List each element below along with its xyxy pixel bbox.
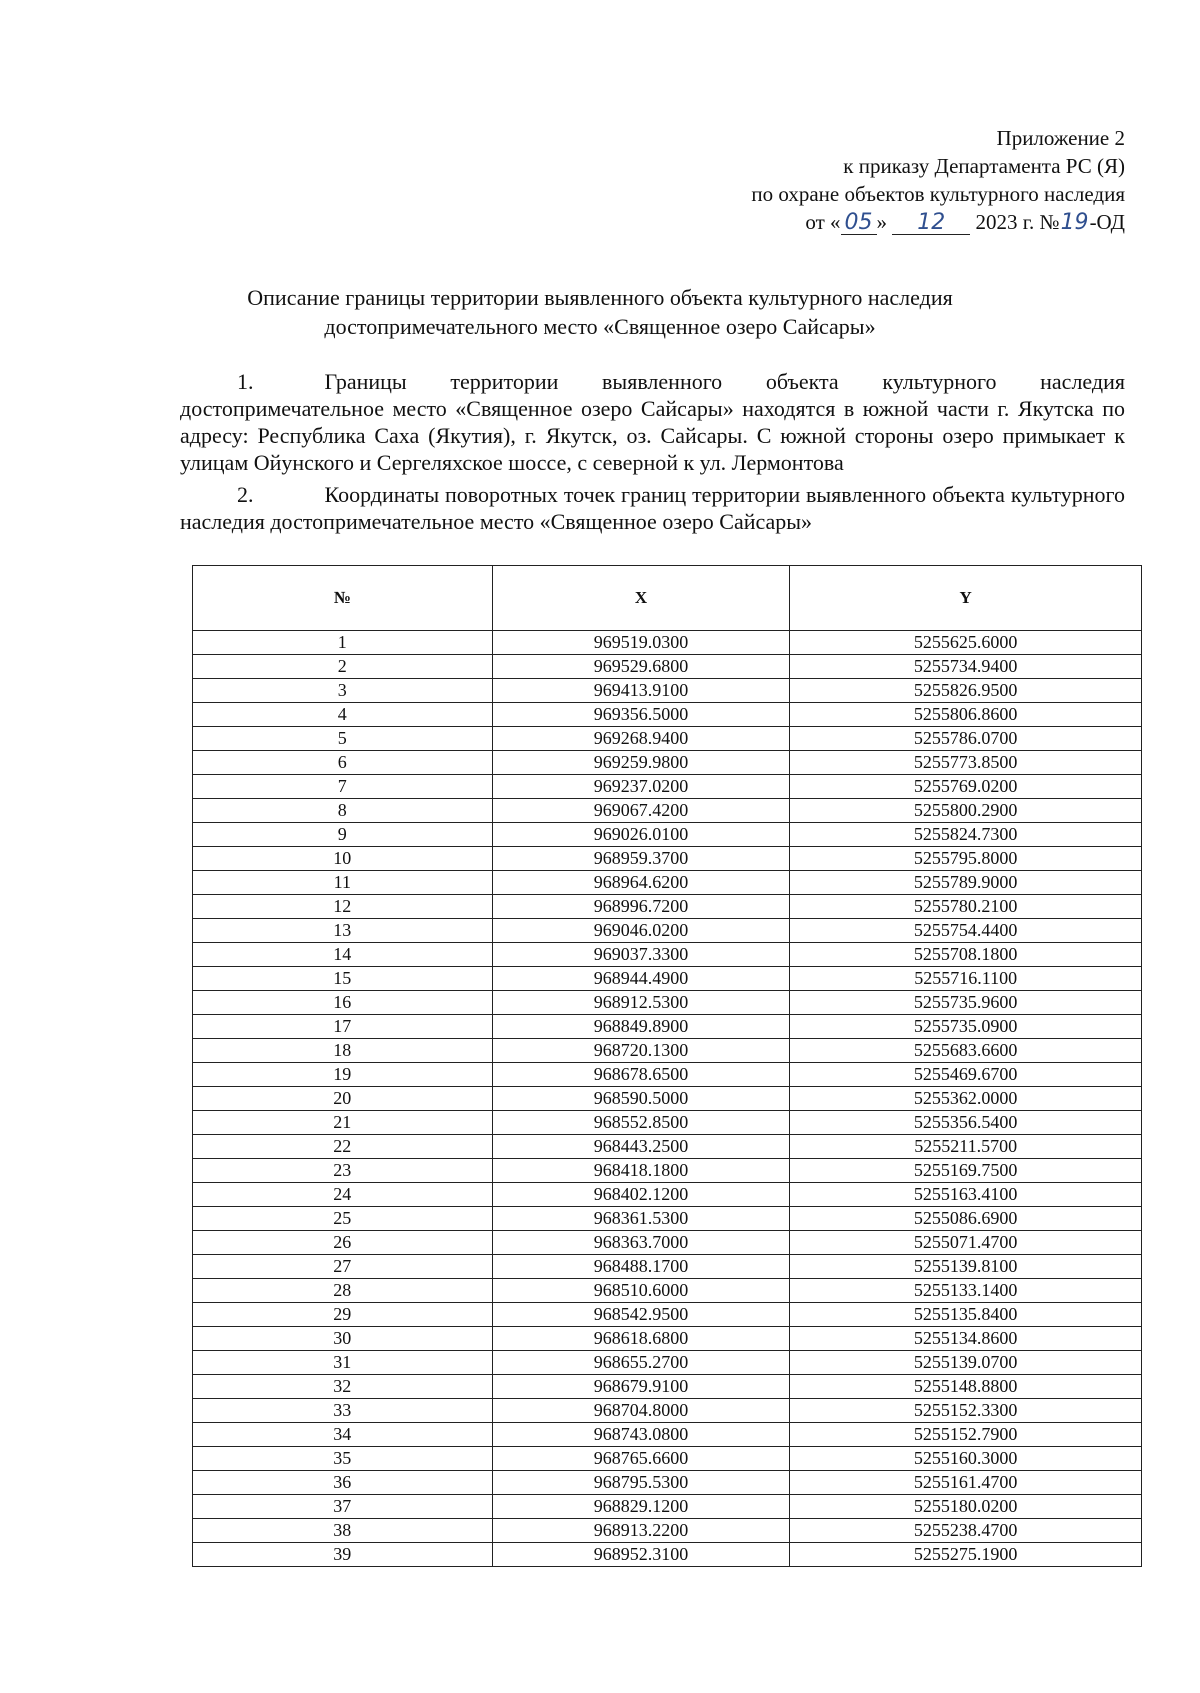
table-row <box>193 679 1142 703</box>
cell-x: 968959.3700 <box>492 847 790 871</box>
cell-y: 5255139.8100 <box>790 1255 1142 1279</box>
cell-y: 5255133.1400 <box>790 1279 1142 1303</box>
table-row <box>193 1279 1142 1303</box>
table-row <box>193 1519 1142 1543</box>
cell-number: 34 <box>193 1423 493 1447</box>
cell-y: 5255773.8500 <box>790 751 1142 775</box>
cell-x: 968829.1200 <box>492 1495 790 1519</box>
table-row <box>193 991 1142 1015</box>
cell-y: 5255735.0900 <box>790 1015 1142 1039</box>
cell-y: 5255469.6700 <box>790 1063 1142 1087</box>
cell-x: 968912.5300 <box>492 991 790 1015</box>
cell-number: 6 <box>193 751 493 775</box>
cell-number: 11 <box>193 871 493 895</box>
cell-number: 2 <box>193 655 493 679</box>
table-row <box>193 1231 1142 1255</box>
cell-y: 5255238.4700 <box>790 1519 1142 1543</box>
cell-number: 26 <box>193 1231 493 1255</box>
cell-x: 968361.5300 <box>492 1207 790 1231</box>
table-row <box>193 1159 1142 1183</box>
table-row <box>193 895 1142 919</box>
cell-x: 969067.4200 <box>492 799 790 823</box>
cell-number: 35 <box>193 1447 493 1471</box>
cell-y: 5255362.0000 <box>790 1087 1142 1111</box>
header-y: Y <box>790 566 1142 631</box>
annex-date-line <box>751 208 1125 236</box>
cell-y: 5255734.9400 <box>790 655 1142 679</box>
cell-y: 5255160.3000 <box>790 1447 1142 1471</box>
annex-department: по охране объектов культурного наследия <box>751 182 1125 206</box>
title-line-2: достопримечательного место «Священное озеро Сайсары» <box>324 314 876 339</box>
cell-number: 15 <box>193 967 493 991</box>
cell-y: 5255735.9600 <box>790 991 1142 1015</box>
cell-number: 20 <box>193 1087 493 1111</box>
cell-x: 968655.2700 <box>492 1351 790 1375</box>
cell-x: 968952.3100 <box>492 1543 790 1567</box>
cell-x: 969046.0200 <box>492 919 790 943</box>
cell-y: 5255211.5700 <box>790 1135 1142 1159</box>
cell-x: 968743.0800 <box>492 1423 790 1447</box>
handwritten-day: 05 <box>841 212 877 235</box>
cell-number: 5 <box>193 727 493 751</box>
cell-number: 16 <box>193 991 493 1015</box>
cell-x: 969519.0300 <box>492 631 790 655</box>
cell-number: 10 <box>193 847 493 871</box>
paragraph-2-text: Координаты поворотных точек границ территории выявленного объекта культурного наследия достопримечательное место «Священное озеро Сайсары» <box>180 482 1125 534</box>
cell-number: 24 <box>193 1183 493 1207</box>
cell-x: 969268.9400 <box>492 727 790 751</box>
cell-x: 968765.6600 <box>492 1447 790 1471</box>
cell-y: 5255180.0200 <box>790 1495 1142 1519</box>
cell-x: 968443.2500 <box>492 1135 790 1159</box>
cell-y: 5255683.6600 <box>790 1039 1142 1063</box>
table-row <box>193 1375 1142 1399</box>
table-row <box>193 703 1142 727</box>
cell-x: 968678.6500 <box>492 1063 790 1087</box>
cell-number: 37 <box>193 1495 493 1519</box>
cell-y: 5255800.2900 <box>790 799 1142 823</box>
cell-y: 5255161.4700 <box>790 1471 1142 1495</box>
paragraph-2-number: 2. <box>237 482 254 507</box>
order-suffix: -ОД <box>1089 210 1125 234</box>
cell-x: 968510.6000 <box>492 1279 790 1303</box>
cell-number: 22 <box>193 1135 493 1159</box>
table-header-row <box>193 566 1142 631</box>
cell-y: 5255780.2100 <box>790 895 1142 919</box>
table-row <box>193 727 1142 751</box>
cell-y: 5255786.0700 <box>790 727 1142 751</box>
table-row <box>193 847 1142 871</box>
cell-number: 19 <box>193 1063 493 1087</box>
cell-y: 5255789.9000 <box>790 871 1142 895</box>
cell-y: 5255716.1100 <box>790 967 1142 991</box>
header-x: X <box>492 566 790 631</box>
cell-number: 29 <box>193 1303 493 1327</box>
cell-number: 31 <box>193 1351 493 1375</box>
cell-x: 968618.6800 <box>492 1327 790 1351</box>
cell-number: 17 <box>193 1015 493 1039</box>
cell-x: 968795.5300 <box>492 1471 790 1495</box>
table-row <box>193 1183 1142 1207</box>
cell-x: 969529.6800 <box>492 655 790 679</box>
table-row <box>193 1423 1142 1447</box>
cell-y: 5255152.3300 <box>790 1399 1142 1423</box>
table-row <box>193 1495 1142 1519</box>
table-row <box>193 655 1142 679</box>
cell-y: 5255071.4700 <box>790 1231 1142 1255</box>
cell-x: 969356.5000 <box>492 703 790 727</box>
cell-y: 5255135.8400 <box>790 1303 1142 1327</box>
cell-x: 968720.1300 <box>492 1039 790 1063</box>
table-row <box>193 1399 1142 1423</box>
cell-number: 33 <box>193 1399 493 1423</box>
cell-number: 9 <box>193 823 493 847</box>
cell-number: 39 <box>193 1543 493 1567</box>
table-row <box>193 799 1142 823</box>
cell-number: 4 <box>193 703 493 727</box>
cell-y: 5255754.4400 <box>790 919 1142 943</box>
cell-x: 969413.9100 <box>492 679 790 703</box>
cell-y: 5255163.4100 <box>790 1183 1142 1207</box>
cell-number: 32 <box>193 1375 493 1399</box>
document-title <box>150 283 1050 341</box>
cell-y: 5255708.1800 <box>790 943 1142 967</box>
cell-y: 5255356.5400 <box>790 1111 1142 1135</box>
table-row <box>193 823 1142 847</box>
table-row <box>193 1303 1142 1327</box>
date-year: 2023 г. № <box>975 210 1060 234</box>
table-row <box>193 967 1142 991</box>
cell-x: 968964.6200 <box>492 871 790 895</box>
cell-y: 5255806.8600 <box>790 703 1142 727</box>
cell-y: 5255134.8600 <box>790 1327 1142 1351</box>
table-row <box>193 871 1142 895</box>
table-row <box>193 1063 1142 1087</box>
cell-x: 969237.0200 <box>492 775 790 799</box>
cell-number: 36 <box>193 1471 493 1495</box>
table-row <box>193 919 1142 943</box>
cell-x: 968402.1200 <box>492 1183 790 1207</box>
table-row <box>193 1015 1142 1039</box>
date-separator: » <box>876 210 888 234</box>
table-row <box>193 1327 1142 1351</box>
cell-y: 5255086.6900 <box>790 1207 1142 1231</box>
cell-x: 968944.4900 <box>492 967 790 991</box>
table-row <box>193 943 1142 967</box>
cell-x: 968996.7200 <box>492 895 790 919</box>
annex-header <box>751 124 1125 236</box>
cell-number: 12 <box>193 895 493 919</box>
cell-x: 968363.7000 <box>492 1231 790 1255</box>
cell-x: 969259.9800 <box>492 751 790 775</box>
cell-number: 27 <box>193 1255 493 1279</box>
coordinates-table <box>192 565 1142 1567</box>
cell-x: 968488.1700 <box>492 1255 790 1279</box>
cell-number: 28 <box>193 1279 493 1303</box>
cell-x: 968590.5000 <box>492 1087 790 1111</box>
table-row <box>193 1255 1142 1279</box>
paragraph-1-text: Границы территории выявленного объекта культурного наследия достопримечательное место «Священное озеро Сайсары» находятся в южной части г. Якутска по адресу: Республика Саха (Якутия), г. Якутск, оз. Сайсары. С южной стороны озеро примыкает к улицам Ойунского и Сергеляхское шоссе, с северной к ул. Лермонтова <box>180 369 1125 475</box>
cell-y: 5255826.9500 <box>790 679 1142 703</box>
cell-y: 5255152.7900 <box>790 1423 1142 1447</box>
title-line-1: Описание границы территории выявленного объекта культурного наследия <box>247 285 953 310</box>
annex-title: Приложение 2 <box>996 126 1125 150</box>
table-row <box>193 1111 1142 1135</box>
cell-x: 968849.8900 <box>492 1015 790 1039</box>
paragraph-1-number: 1. <box>237 369 254 394</box>
cell-x: 968913.2200 <box>492 1519 790 1543</box>
cell-number: 7 <box>193 775 493 799</box>
table-row <box>193 1135 1142 1159</box>
cell-number: 8 <box>193 799 493 823</box>
table-row <box>193 775 1142 799</box>
table-row <box>193 1471 1142 1495</box>
paragraph-2 <box>180 481 1125 535</box>
cell-number: 18 <box>193 1039 493 1063</box>
cell-y: 5255169.7500 <box>790 1159 1142 1183</box>
table-row <box>193 1543 1142 1567</box>
cell-x: 968679.9100 <box>492 1375 790 1399</box>
cell-number: 38 <box>193 1519 493 1543</box>
table-row <box>193 631 1142 655</box>
cell-number: 1 <box>193 631 493 655</box>
table-row <box>193 1447 1142 1471</box>
cell-number: 21 <box>193 1111 493 1135</box>
annex-order-ref: к приказу Департамента РС (Я) <box>843 154 1125 178</box>
table-row <box>193 1039 1142 1063</box>
cell-number: 23 <box>193 1159 493 1183</box>
table-row <box>193 751 1142 775</box>
cell-x: 968704.8000 <box>492 1399 790 1423</box>
cell-y: 5255148.8800 <box>790 1375 1142 1399</box>
cell-number: 13 <box>193 919 493 943</box>
cell-number: 14 <box>193 943 493 967</box>
handwritten-order-number: 19 <box>1060 210 1089 235</box>
cell-y: 5255824.7300 <box>790 823 1142 847</box>
cell-x: 969026.0100 <box>492 823 790 847</box>
cell-number: 3 <box>193 679 493 703</box>
cell-y: 5255139.0700 <box>790 1351 1142 1375</box>
cell-y: 5255625.6000 <box>790 631 1142 655</box>
cell-y: 5255275.1900 <box>790 1543 1142 1567</box>
cell-x: 968552.8500 <box>492 1111 790 1135</box>
cell-y: 5255769.0200 <box>790 775 1142 799</box>
handwritten-month: 12 <box>892 212 970 235</box>
header-number: № <box>193 566 493 631</box>
cell-x: 969037.3300 <box>492 943 790 967</box>
cell-x: 968418.1800 <box>492 1159 790 1183</box>
cell-number: 25 <box>193 1207 493 1231</box>
date-prefix: от « <box>805 210 841 234</box>
paragraph-1 <box>180 368 1125 476</box>
table-row <box>193 1207 1142 1231</box>
cell-x: 968542.9500 <box>492 1303 790 1327</box>
table-row <box>193 1351 1142 1375</box>
table-row <box>193 1087 1142 1111</box>
table-body <box>193 631 1142 1567</box>
cell-number: 30 <box>193 1327 493 1351</box>
cell-y: 5255795.8000 <box>790 847 1142 871</box>
